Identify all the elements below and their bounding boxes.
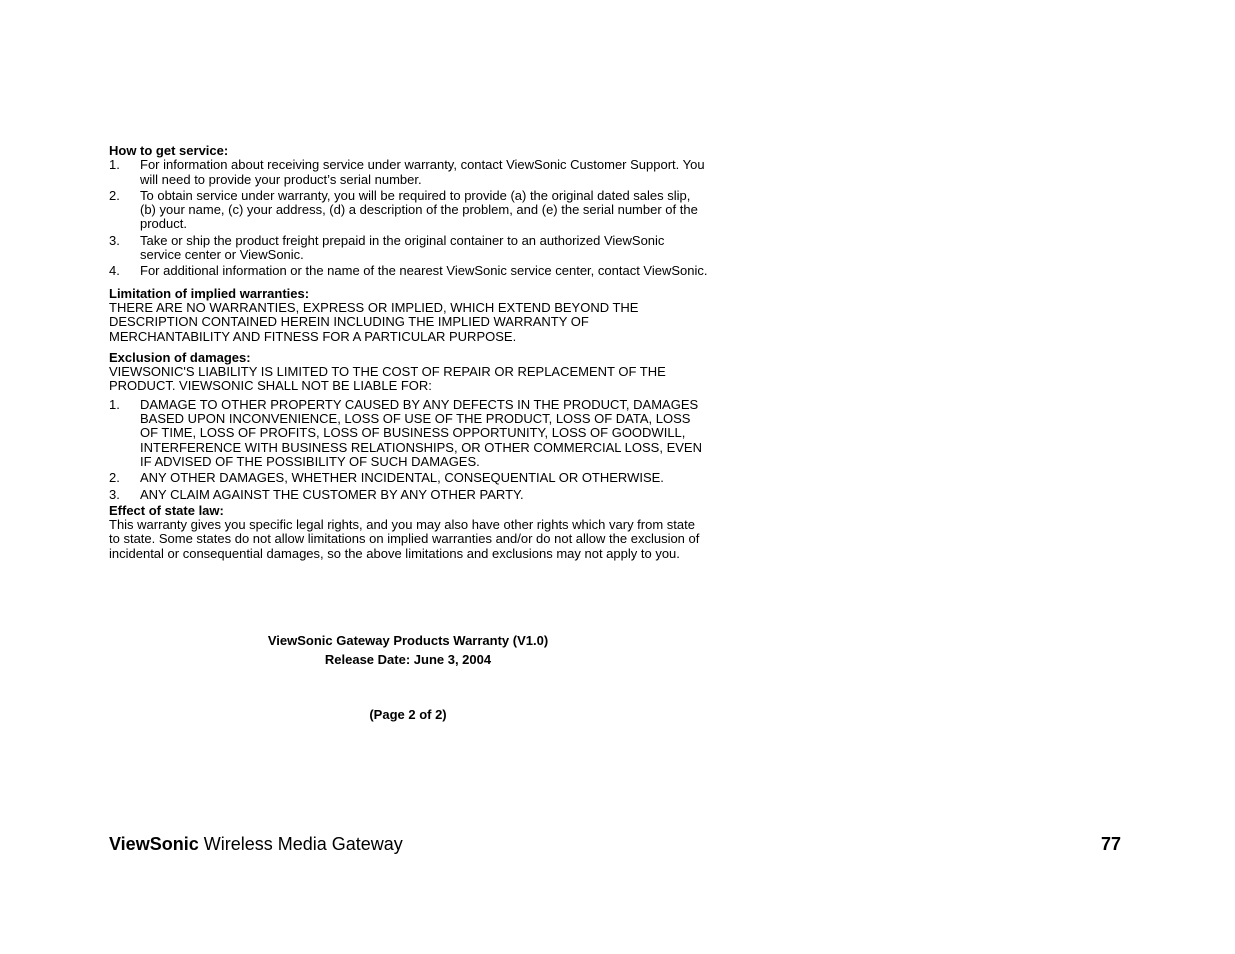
state-law-heading: Effect of state law: bbox=[109, 502, 224, 518]
list-number: 2. bbox=[109, 470, 120, 486]
list-item bbox=[109, 471, 709, 485]
page-number: 77 bbox=[1100, 834, 1121, 854]
list-item bbox=[109, 234, 709, 263]
exclusion-text: VIEWSONIC'S LIABILITY IS LIMITED TO THE COST OF REPAIR OR REPLACEMENT OF THE PRODUCT. VIEWSONIC SHALL NOT BE LIABLE FOR: bbox=[109, 364, 666, 394]
list-item bbox=[109, 264, 709, 278]
exclusion-heading: Exclusion of damages: bbox=[109, 349, 251, 365]
release-date: Release Date: June 3, 2004 bbox=[324, 652, 492, 667]
list-text: DAMAGE TO OTHER PROPERTY CAUSED BY ANY DEFECTS IN THE PRODUCT, DAMAGES BASED UPON INCONVENIENCE, LOSS OF USE OF THE PRODUCT, LOSS OF DATA, LOSS OF TIME, LOSS OF PROFITS, LOSS OF BUSINESS OPPORTUNITY, LOSS OF GOODWILL, INTERFERENCE WITH BUSINESS RELATIONSHIPS, OR OTHER COMMERCIAL LOSS, EVEN IF ADVISED OF THE POSSIBILITY OF SUCH DAMAGES. bbox=[140, 396, 702, 469]
list-number: 1. bbox=[109, 396, 120, 412]
list-number: 1. bbox=[109, 157, 120, 173]
limitation-text: THERE ARE NO WARRANTIES, EXPRESS OR IMPLIED, WHICH EXTEND BEYOND THE DESCRIPTION CONTAINED HEREIN INCLUDING THE IMPLIED WARRANTY OF MERCHANTABILITY AND FITNESS FOR A PARTICULAR PURPOSE. bbox=[109, 299, 639, 344]
list-text: To obtain service under warranty, you will be required to provide (a) the original dated sales slip, (b) your name, (c) your address, (d) a description of the problem, and (e) the serial number of the product. bbox=[140, 187, 698, 232]
list-number: 2. bbox=[109, 187, 120, 203]
list-number: 3. bbox=[109, 486, 120, 502]
list-number: 4. bbox=[109, 263, 120, 279]
footer-brand: ViewSonic bbox=[109, 834, 199, 854]
list-text: Take or ship the product freight prepaid in the original container to an authorized ViewSonic service center or ViewSonic. bbox=[140, 232, 665, 263]
state-law-text: This warranty gives you specific legal rights, and you may also have other rights which vary from state to state. Some states do not allow limitations on implied warranties and/or do not allow the exclusion of incidental or consequential damages, so the above limitations and exclusions may not apply to you. bbox=[109, 517, 700, 561]
exclusion-list bbox=[109, 398, 709, 502]
list-item bbox=[109, 398, 709, 469]
list-text: ANY OTHER DAMAGES, WHETHER INCIDENTAL, CONSEQUENTIAL OR OTHERWISE. bbox=[140, 470, 664, 486]
service-list bbox=[109, 158, 709, 278]
service-heading: How to get service: bbox=[109, 143, 229, 158]
list-item bbox=[109, 189, 709, 232]
footer-product: Wireless Media Gateway bbox=[203, 834, 403, 854]
list-number: 3. bbox=[109, 232, 120, 248]
list-text: For information about receiving service under warranty, contact ViewSonic Customer Support. You will need to provide your product’s serial number. bbox=[140, 157, 705, 187]
warranty-body bbox=[109, 144, 709, 561]
list-text: For additional information or the name of the nearest ViewSonic service center, contact ViewSonic. bbox=[140, 263, 708, 279]
warranty-title: ViewSonic Gateway Products Warranty (V1.0) bbox=[267, 633, 549, 648]
page-indicator: (Page 2 of 2) bbox=[369, 707, 447, 722]
footer-title bbox=[109, 833, 403, 855]
list-item bbox=[109, 158, 709, 187]
list-item bbox=[109, 488, 709, 502]
limitation-heading: Limitation of implied warranties: bbox=[109, 285, 310, 301]
list-text: ANY CLAIM AGAINST THE CUSTOMER BY ANY OTHER PARTY. bbox=[140, 486, 524, 502]
